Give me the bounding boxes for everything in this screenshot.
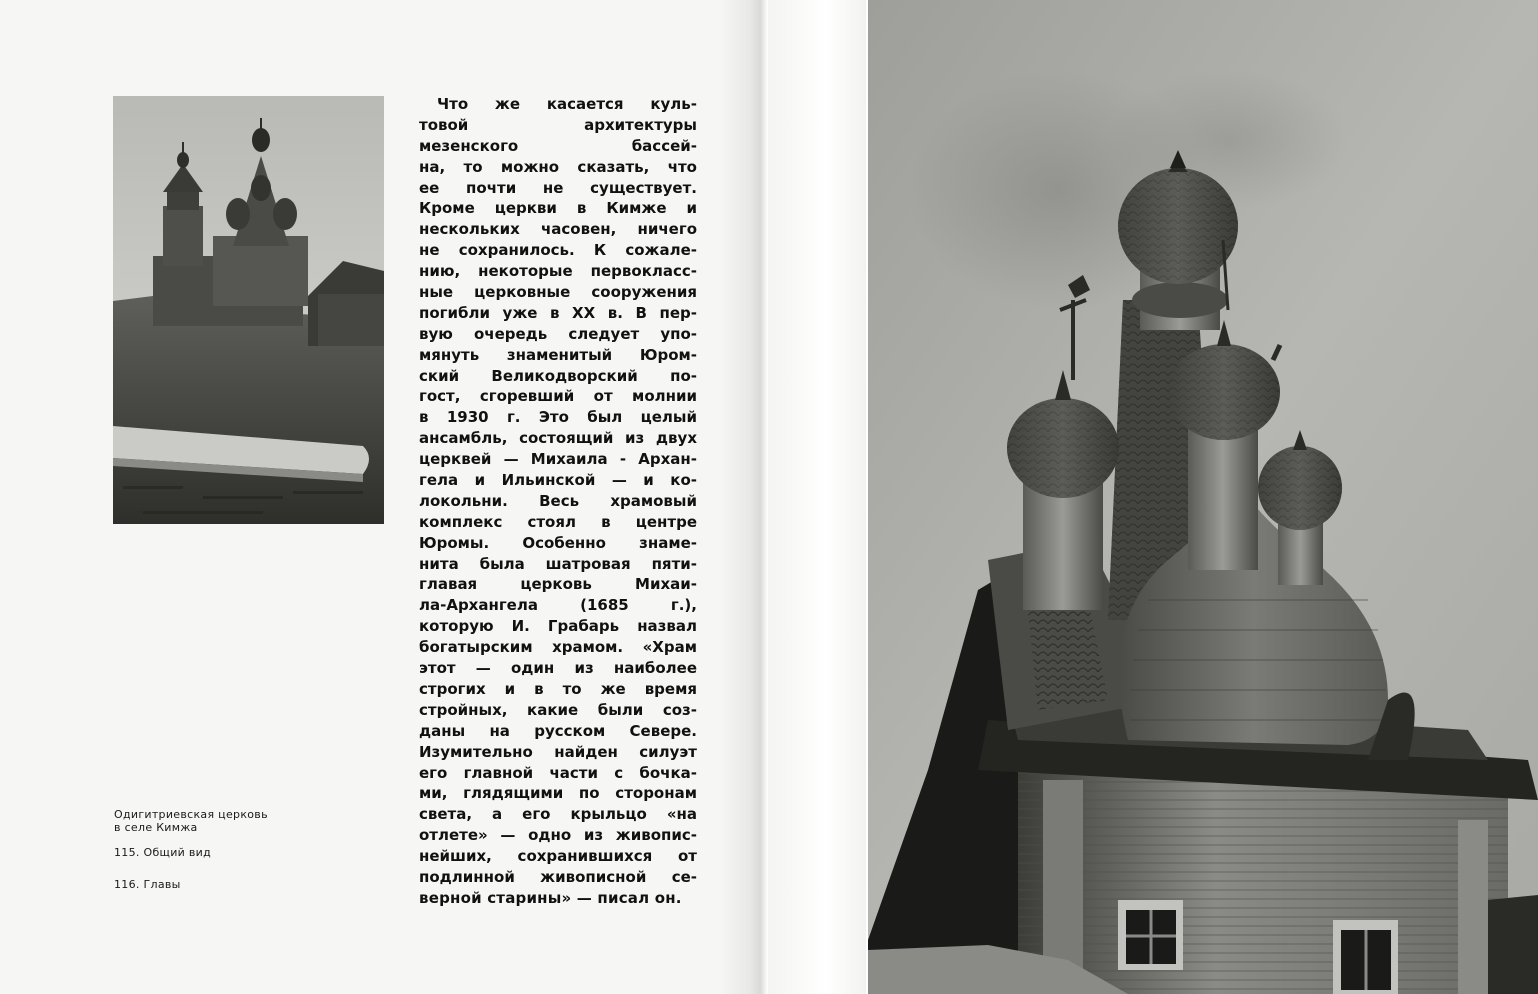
text-line: света, а его крыльцо «на (419, 805, 697, 824)
text-line: вую очередь следует упо- (419, 324, 697, 343)
page-fold-shadow (720, 0, 764, 994)
text-line: Изумительно найден силуэт (419, 742, 697, 761)
text-line: Кроме церкви в Кимже и (419, 199, 697, 218)
text-line: не сохранилось. К сожале- (419, 241, 697, 260)
text-line: в 1930 г. Это был целый (419, 408, 697, 427)
text-line: богатырским храмом. «Храм (419, 638, 697, 657)
text-line: гела и Ильинской — и ко- (419, 471, 697, 490)
text-line: церквей — Михаила - Архан- (419, 450, 697, 469)
text-line: подлинной живописной се- (419, 867, 697, 886)
text-line: Юромы. Особенно знаме- (419, 533, 697, 552)
text-line: ансамбль, состоящий из двух (419, 429, 697, 448)
caption-fig-115: 115. Общий вид (114, 846, 212, 859)
text-line: товой архитектуры (419, 115, 697, 134)
text-line: Что же касается куль- (437, 95, 697, 113)
caption-title (114, 808, 344, 834)
text-line: комплекс стоял в центре (419, 512, 697, 531)
photo-church-general-view (113, 96, 384, 524)
text-line: погибли уже в XX в. В пер- (419, 303, 697, 322)
text-line: нию, некоторые первокласс- (419, 262, 697, 281)
text-line: стройных, какие были соз- (419, 700, 697, 719)
photo-church-domes (868, 0, 1538, 994)
book-gutter (760, 0, 768, 994)
left-page (0, 0, 761, 994)
text-line: которую И. Грабарь назвал (419, 617, 697, 636)
text-line: на, то можно сказать, что (419, 157, 697, 176)
text-line: ла-Архангела (1685 г.), (419, 596, 697, 615)
text-line: ми, глядящими по сторонам (419, 784, 697, 803)
text-line: его главной части с бочка- (419, 763, 697, 782)
text-line: верной старины» — писал он. (419, 888, 682, 907)
body-text (419, 94, 697, 909)
photo-captions (114, 808, 344, 910)
caption-fig-116: 116. Главы (114, 878, 181, 891)
text-line: мянуть знаменитый Юром- (419, 345, 697, 364)
text-line: ский Великодворский по- (419, 366, 697, 385)
right-page-margin (768, 0, 866, 994)
text-line: нейших, сохранившихся от (419, 847, 697, 866)
caption-title-line2: в селе Кимжа (114, 821, 198, 834)
text-line: мезенского бассей- (419, 136, 697, 155)
text-line: нита была шатровая пяти- (419, 554, 697, 573)
caption-title-line1: Одигитриевская церковь (114, 808, 268, 821)
text-line: ее почти не существует. (419, 178, 697, 197)
text-line: строгих и в то же время (419, 679, 697, 698)
text-line: гост, сгоревший от молнии (419, 387, 697, 406)
text-line: главая церковь Михаи- (419, 575, 697, 594)
text-line: нескольких часовен, ничего (419, 220, 697, 239)
text-line: локольни. Весь храмовый (419, 491, 697, 510)
text-line: этот — один из наиболее (419, 659, 697, 678)
text-line: отлете» — одно из живопис- (419, 826, 697, 845)
text-line: ные церковные сооружения (419, 283, 697, 302)
text-line: даны на русском Севере. (419, 721, 697, 740)
